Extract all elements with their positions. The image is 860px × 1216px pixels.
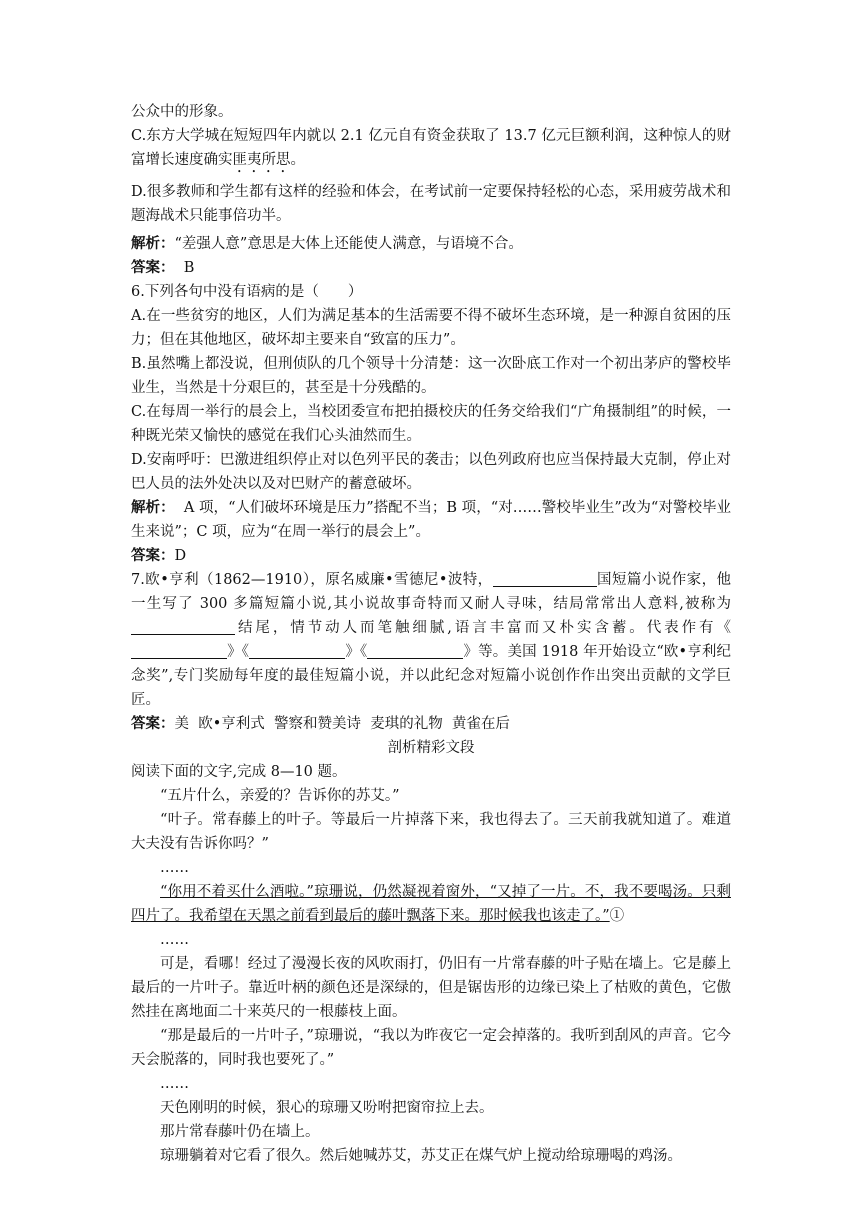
passage-paragraph-7: 那片常春藤叶仍在墙上。 — [160, 1124, 320, 1140]
passage-paragraph-4: 可是，看哪！经过了漫漫长夜的风吹雨打，仍旧有一片常春藤的叶子贴在墙上。它是藤上最后的一片叶子。靠近叶柄的颜色还是深绿的，但是锯齿形的边缘已染上了枯败的黄色，它傲然挂在离地面二十来英尺的一根藤枝上面。 — [131, 956, 731, 1020]
passage-paragraph-5: “那是最后的一片叶子，”琼珊说，“我以为昨夜它一定会掉落的。我听到刮风的声音。它今天会脱落的，同时我也要死了。” — [131, 1028, 731, 1068]
passage-marker-1: ① — [609, 908, 625, 924]
q6-option-b: B.虽然嘴上都没说，但刑侦队的几个领导十分清楚：这一次卧底工作对一个初出茅庐的警校毕业生，当然是十分艰巨的，甚至是十分残酷的。 — [131, 356, 731, 396]
q6-answer-text: D — [174, 548, 187, 564]
passage-ellipsis-3: …… — [160, 1076, 189, 1092]
q7-answer-text: 美 欧•亨利式 警察和赞美诗 麦琪的礼物 黄雀在后 — [174, 716, 510, 732]
passage-ellipsis-2: …… — [160, 932, 189, 948]
q6-analysis-text: A 项，“人们破坏环境是压力”搭配不当；B 项，“对……警校毕业生”改为“对警校毕业生来说”；C 项，应为“在周一举行的晨会上”。 — [131, 500, 732, 540]
q5-option-c-end: 。 — [290, 152, 305, 168]
q5-option-c-dotted-idiom: 匪夷所思 — [232, 152, 291, 168]
q7-text-5: 》《 — [227, 644, 250, 660]
q5-option-c — [131, 124, 731, 176]
document-page — [131, 100, 731, 1168]
q6-stem: 6.下列各句中没有语病的是（ ） — [131, 284, 363, 300]
q5-answer-label: 答案： — [131, 259, 175, 276]
passage-underlined-sentence: “你用不着买什么酒啦。”琼珊说，仍然凝视着窗外，“又掉了一片。不，我不要喝汤。只剩四片了。我希望在天黑之前看到最后的藤叶飘落下来。那时候我也该走了。” — [131, 884, 731, 924]
q7-text-2: 国短篇小说作家，他一生写了 300 多篇短篇小说,其小说故事奇特而又耐人寻味，结局常常出人意料,被称为 — [131, 572, 732, 612]
q6-answer — [131, 544, 731, 568]
q7-answer — [131, 712, 731, 736]
q7-blank-4 — [249, 642, 345, 659]
q5-analysis-text: “差强人意”意思是大体上还能使人满意，与语境不合。 — [174, 236, 523, 252]
q5-line-0: 公众中的形象。 — [131, 104, 233, 120]
passage-paragraph-3 — [131, 880, 731, 928]
q6-option-d: D.安南呼吁：巴激进组织停止对以色列平民的袭击；以色列政府也应当保持最大克制，停止对巴人员的法外处决以及对巴财产的蓄意破坏。 — [131, 452, 731, 492]
q5-analysis-label: 解析： — [131, 235, 175, 252]
section-title: 剖析精彩文段 — [387, 740, 475, 756]
q6-analysis-label: 解析： — [131, 499, 175, 516]
q5-option-c-text: C.东方大学城在短短四年内就以 2.1 亿元自有资金获取了 13.7 亿元巨额利润，这种惊人的财富增长速度确实 — [131, 128, 731, 168]
q5-answer-text: B — [174, 260, 195, 276]
q5-analysis — [131, 232, 731, 256]
q6-answer-label: 答案： — [131, 547, 175, 564]
q7-text-3: 结尾，情节动人而笔触细腻,语言丰富而又朴实含蓄。代表作有 — [235, 620, 717, 636]
q7-question — [131, 568, 731, 712]
q7-answer-label: 答案： — [131, 715, 175, 732]
q7-blank-2 — [131, 618, 235, 635]
q7-blank-1 — [493, 570, 597, 587]
q7-text-7: 》等。美国 1918 年开始设立“欧•亨利纪念奖”,专门奖励每年度的最佳短篇小说，并以此纪念对短篇小说创作作出突出贡献的文学巨匠。 — [131, 644, 732, 708]
q7-blank-3 — [131, 642, 227, 659]
passage-paragraph-2: “叶子。常春藤上的叶子。等最后一片掉落下来，我也得去了。三天前我就知道了。难道大夫没有告诉你吗？” — [131, 812, 731, 852]
passage-ellipsis-1: …… — [160, 860, 189, 876]
passage-paragraph-8: 琼珊躺着对它看了很久。然后她喊苏艾，苏艾正在煤气炉上搅动给琼珊喝的鸡汤。 — [160, 1148, 682, 1164]
section-instruction: 阅读下面的文字,完成 8—10 题。 — [131, 764, 347, 780]
q7-text-6: 》《 — [345, 644, 368, 660]
q6-option-c: C.在每周一举行的晨会上，当校团委宣布把拍摄校庆的任务交给我们“广角摄制组”的时候，一种既光荣又愉快的感觉在我们心头油然而生。 — [131, 404, 731, 444]
q5-option-d: D.很多教师和学生都有这样的经验和体会，在考试前一定要保持轻松的心态，采用疲劳战术和题海战术只能事倍功半。 — [131, 184, 731, 224]
q7-text-1: 7.欧•亨利（1862—1910），原名威廉•雪德尼•波特， — [131, 572, 493, 588]
q7-blank-5 — [367, 642, 463, 659]
q6-option-a: A.在一些贫穷的地区，人们为满足基本的生活需要不得不破坏生态环境，是一种源自贫困的压力；但在其他地区，破坏却主要来自“致富的压力”。 — [131, 308, 731, 348]
passage-paragraph-6: 天色刚明的时候，狠心的琼珊又吩咐把窗帘拉上去。 — [160, 1100, 494, 1116]
q7-text-4: 《 — [716, 620, 731, 636]
passage-paragraph-1: “五片什么，亲爱的？告诉你的苏艾。” — [160, 788, 400, 804]
q6-analysis — [131, 496, 731, 544]
q5-answer — [131, 256, 731, 280]
